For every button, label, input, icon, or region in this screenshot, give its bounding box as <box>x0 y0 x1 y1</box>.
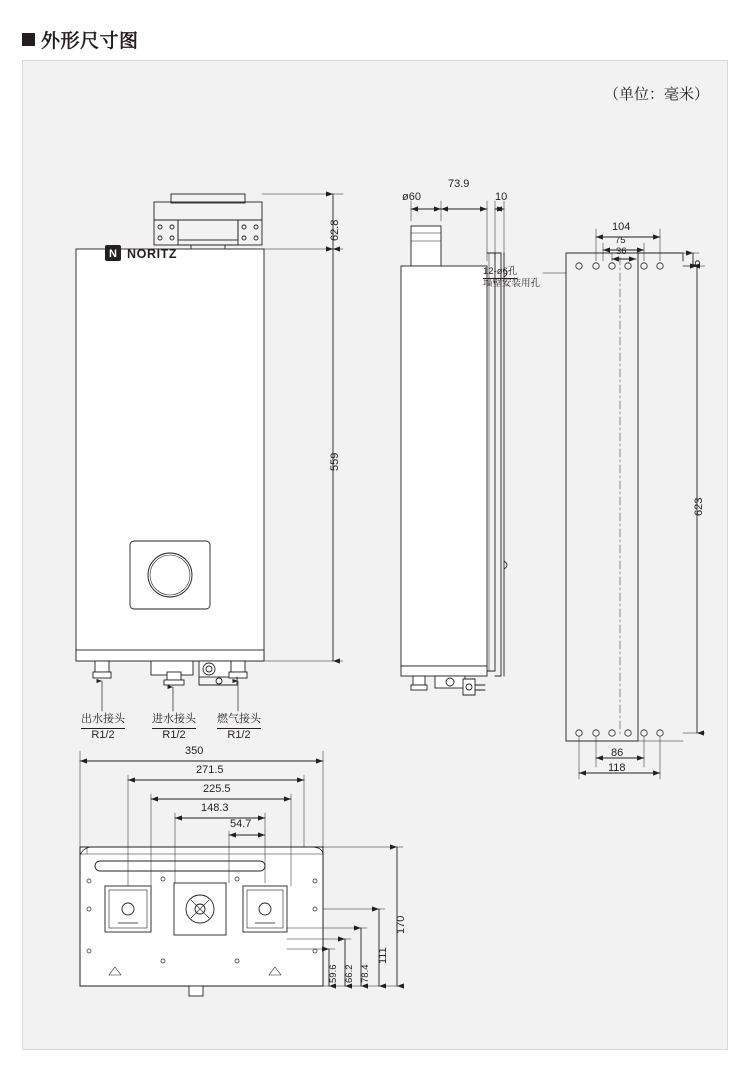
dim-bottom-225-5: 225.5 <box>203 783 231 795</box>
dim-mount-75: 75 <box>615 235 626 246</box>
port-hot-water-outlet-label: 出水接头 <box>81 713 125 729</box>
dim-bottom-170: 170 <box>395 915 407 934</box>
port-cold-water-inlet-spec: R1/2 <box>162 728 186 741</box>
port-cold-water-inlet-label: 进水接头 <box>152 713 196 729</box>
port-gas-connection <box>201 713 277 743</box>
technical-drawing <box>23 61 727 1049</box>
dim-bottom-148-3: 148.3 <box>201 802 229 814</box>
port-gas-connection-label: 燃气接头 <box>217 713 261 729</box>
dim-bottom-66-2: 66.2 <box>344 964 355 983</box>
dim-front-height-559: 559 <box>329 452 341 471</box>
dim-bottom-111: 111 <box>377 947 389 964</box>
dim-bottom-271-5: 271.5 <box>196 764 224 776</box>
unit-note: （单位：毫米） <box>603 86 709 103</box>
port-gas-connection-spec: R1/2 <box>227 728 251 741</box>
drawing-svg <box>23 61 727 1049</box>
mount-hole-note-line2: 墙壁安装用孔 <box>483 278 541 289</box>
dim-bottom-78-4: 78.4 <box>360 964 371 983</box>
dim-mount-104: 104 <box>612 221 631 233</box>
dim-flue-diameter: ø60 <box>402 191 421 203</box>
noritz-logo <box>105 245 177 261</box>
dim-front-top-62-8: 62.8 <box>329 219 341 241</box>
dim-side-offset-10: 10 <box>495 191 508 203</box>
svg-text:NORITZ: NORITZ <box>127 247 178 261</box>
dim-mount-623: 623 <box>693 497 705 516</box>
page-title-text: 外形尺寸图 <box>41 31 139 52</box>
dim-bottom-59-6: 59.6 <box>328 964 339 983</box>
port-hot-water-outlet-spec: R1/2 <box>91 728 115 741</box>
dim-mount-5: 5 <box>691 259 703 266</box>
dim-bottom-54-7: 54.7 <box>230 818 252 830</box>
dim-mount-118: 118 <box>608 762 626 774</box>
port-hot-water-outlet <box>65 713 141 743</box>
svg-text:N: N <box>109 248 117 260</box>
dim-side-depth-73-9: 73.9 <box>448 178 470 190</box>
mount-hole-note-line1: 12-ø6孔 <box>483 263 517 279</box>
dim-mount-86: 86 <box>611 747 624 759</box>
diagram-panel <box>22 60 728 1050</box>
dim-bottom-350: 350 <box>185 745 204 757</box>
square-bullet-icon <box>22 33 35 46</box>
dim-mount-36: 36 <box>616 246 627 257</box>
page-title <box>22 26 139 53</box>
